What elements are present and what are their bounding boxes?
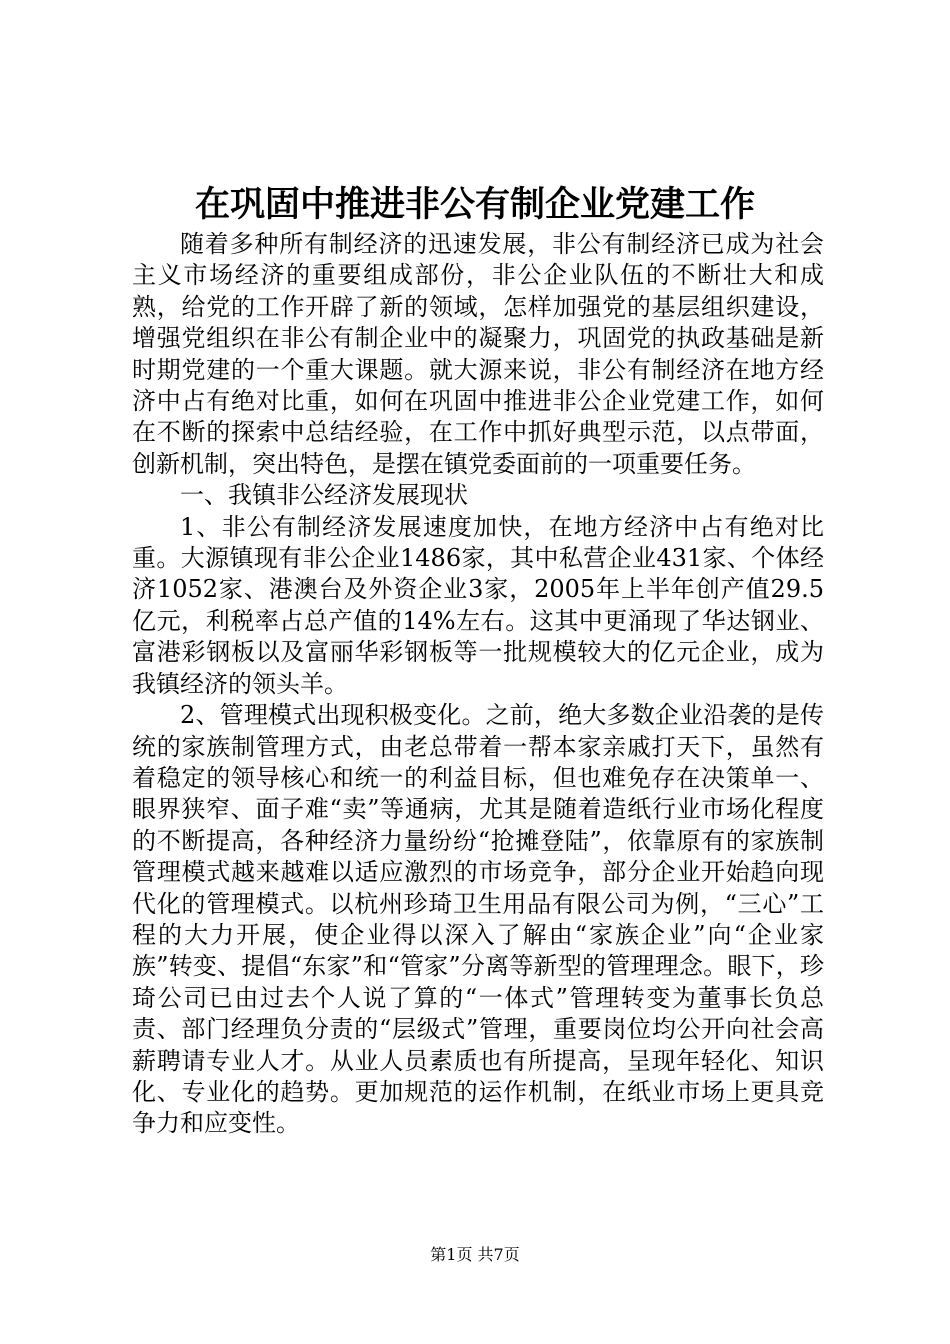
intro-paragraph: 随着多种所有制经济的迅速发展，非公有制经济已成为社会主义市场经济的重要组成部份，非公企业队伍的不断壮大和成熟，给党的工作开辟了新的领域，怎样加强党的基层组织建设，增强党组织在非公有制企业中的凝聚力，巩固党的执政基础是新时期党建的一个重大课题。就大源来说，非公有制经济在地方经济中占有绝对比重，如何在巩固中推进非公企业党建工作，如何在不断的探索中总结经验，在工作中抓好典型示范，以点带面，创新机制，突出特色，是摆在镇党委面前的一项重要任务。 xyxy=(132,230,824,478)
document-title: 在巩固中推进非公有制企业党建工作 xyxy=(194,184,755,225)
page-footer: 第1页 共7页 xyxy=(430,1245,520,1264)
section-heading: 一、我镇非公经济发展现状 xyxy=(180,481,468,510)
point-2-paragraph: 2、管理模式出现积极变化。之前，绝大多数企业沿袭的是传统的家族制管理方式，由老总带着一帮本家亲戚打天下，虽然有着稳定的领导核心和统一的利益目标，但也难免存在决策单一、眼界狭窄、面子难“卖”等通病，尤其是随着造纸行业市场化程度的不断提高，各种经济力量纷纷“抢摊登陆”，依靠原有的家族制管理模式越来越难以适应激烈的市场竞争，部分企业开始趋向现代化的管理模式。以杭州珍琦卫生用品有限公司为例，“三心”工程的大力开展，使企业得以深入了解由“家族企业”向“企业家族”转变、提倡“东家”和“管家”分离等新型的管理理念。眼下，珍琦公司已由过去个人说了算的“一体式”管理转变为董事长负总责、部门经理负分责的“层级式”管理，重要岗位均公开向社会高薪聘请专业人才。从业人员素质也有所提高，呈现年轻化、知识化、专业化的趋势。更加规范的运作机制，在纸业市场上更具竞争力和应变性。 xyxy=(132,701,824,1138)
document-body xyxy=(132,229,824,1140)
point-1-paragraph: 1、非公有制经济发展速度加快，在地方经济中占有绝对比重。大源镇现有非公企业1486家，其中私营企业431家、个体经济1052家、港澳台及外资企业3家，2005年上半年创产值29.5亿元，利税率占总产值的14%左右。这其中更涌现了华达钢业、富港彩钢板以及富丽华彩钢板等一批规模较大的亿元企业，成为我镇经济的领头羊。 xyxy=(132,512,824,698)
